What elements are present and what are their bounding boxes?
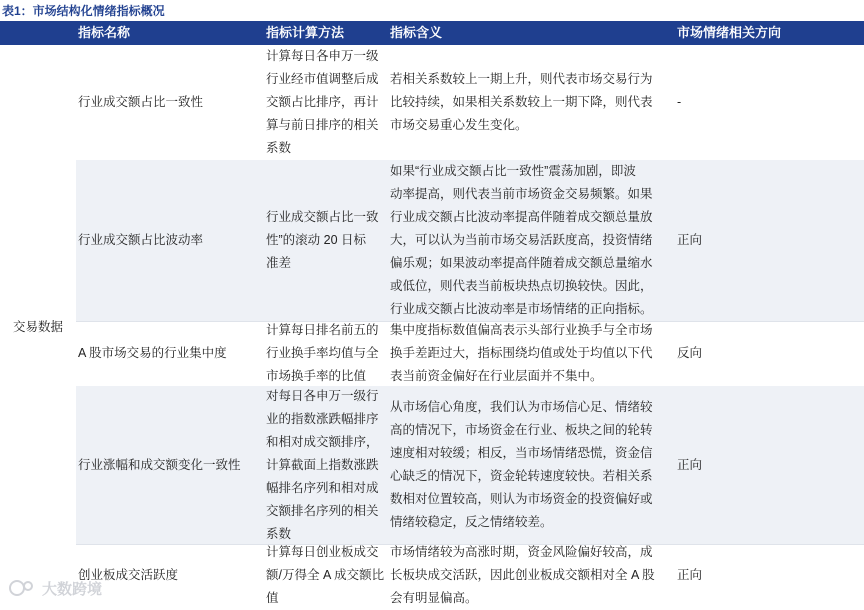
calc-method — [266, 386, 388, 544]
indicator-name — [78, 321, 258, 386]
indicator-meaning-lines — [390, 68, 653, 137]
sentiment-direction — [677, 45, 797, 160]
text-line: 额/万得全 A 成交额比 — [266, 567, 385, 582]
text-line: 计算每日排名前五的 — [266, 323, 379, 337]
indicator-name — [78, 386, 258, 544]
text-line: 业的指数涨跌幅排序 — [266, 411, 379, 426]
text-line: 计算每日创业板成交 — [266, 544, 379, 559]
indicator-meaning — [390, 544, 670, 606]
header-calc-method: 指标计算方法 — [266, 25, 345, 40]
text-line: 大，可以认为当前市场交易活跃度高，投资情绪 — [390, 233, 653, 247]
text-line: 若相关系数较上一期上升，则代表市场交易行为 — [390, 72, 653, 86]
table-row — [0, 544, 864, 606]
indicator-meaning — [390, 386, 670, 544]
header-sentiment-direction: 市场情绪相关方向 — [677, 25, 782, 40]
header-indicator-name: 指标名称 — [78, 25, 131, 40]
group-label-trading-data: 交易数据 — [12, 319, 63, 334]
table-row — [0, 45, 864, 160]
text-line: 性”的滚动 20 日标 — [266, 233, 367, 247]
text-line: 从市场信心角度，我们认为市场信心足、情绪较 — [390, 400, 653, 414]
text-line: 交额排名序列的相关 — [266, 503, 379, 518]
indicator-name — [78, 544, 258, 606]
text-line: 幅排名序列和相对成 — [266, 480, 379, 495]
text-line: 市场交易重心发生变化。 — [390, 118, 528, 132]
indicator-name-text: 行业成交额占比一致性 — [78, 95, 204, 109]
text-line: 算与前日排序的相关 — [266, 118, 379, 132]
calc-method — [266, 45, 388, 160]
sentiment-direction-text: - — [677, 95, 682, 109]
watermark — [8, 576, 102, 600]
text-line: 市场换手率的比值 — [266, 369, 367, 383]
calc-method-lines — [266, 206, 379, 275]
sentiment-direction-text: 反向 — [677, 346, 703, 360]
text-line: 集中度指标数值偏高表示头部行业换手与全市场 — [390, 323, 653, 337]
text-line: 行业经市值调整后成 — [266, 72, 379, 86]
watermark-text: 大数跨境 — [42, 580, 103, 598]
sentiment-direction — [677, 544, 797, 606]
header-meaning: 指标含义 — [390, 25, 443, 40]
table-header — [0, 21, 864, 45]
text-line: 系数 — [266, 141, 292, 155]
text-line: 计算截面上指数涨跌 — [266, 457, 379, 472]
calc-method-lines — [266, 319, 379, 388]
indicator-meaning-lines — [390, 319, 653, 388]
text-line: 心缺乏的情况下，资金轮转速度较快。若相关系 — [390, 469, 653, 483]
sentiment-direction — [677, 160, 797, 321]
text-line: 速度相对较缓；相反，当市场情绪恐慌，资金信 — [390, 446, 653, 460]
indicator-meaning — [390, 45, 670, 160]
text-line: 行业成交额占比波动率提高伴随着成交额总量放 — [390, 210, 653, 224]
indicator-meaning-lines — [390, 396, 653, 534]
indicator-name — [78, 45, 258, 160]
text-line: 偏乐观；如果波动率提高伴随着成交额总量缩水 — [390, 256, 653, 270]
sentiment-direction — [677, 321, 797, 386]
text-line: 换手差距过大，指标围绕均值或处于均值以下代 — [390, 346, 653, 360]
table-caption: 表1：市场结构化情绪指标概况 — [2, 4, 165, 18]
text-line: 市场情绪较为高涨时期，资金风险偏好较高，成 — [390, 544, 653, 559]
indicator-meaning — [390, 321, 670, 386]
text-line: 和相对成交额排序， — [266, 434, 379, 449]
text-line: 情绪较稳定，反之情绪较差。 — [390, 515, 553, 529]
indicator-meaning — [390, 160, 670, 321]
sentiment-direction-text: 正向 — [677, 457, 703, 472]
text-line: 如果“行业成交额占比一致性”震荡加剧，即波 — [390, 164, 636, 178]
indicator-name — [78, 160, 258, 321]
sentiment-direction — [677, 386, 797, 544]
calc-method — [266, 160, 388, 321]
text-line: 值 — [266, 590, 279, 605]
text-line: 准差 — [266, 256, 292, 270]
text-line: 比较持续，如果相关系数较上一期下降，则代表 — [390, 95, 653, 109]
calc-method — [266, 321, 388, 386]
text-line: 数相对位置较高，则认为市场资金的投资偏好或 — [390, 492, 653, 506]
table-row — [0, 386, 864, 544]
text-line: 计算每日各申万一级 — [266, 49, 379, 63]
text-line: 行业成交额占比一致 — [266, 210, 379, 224]
indicator-name-text: 行业涨幅和成交额变化一致性 — [78, 457, 241, 472]
text-line: 行业成交额占比波动率是市场情绪的正向指标。 — [390, 302, 653, 316]
sentiment-direction-text: 正向 — [677, 567, 703, 582]
calc-method-lines — [266, 541, 384, 610]
text-line: 会有明显偏高。 — [390, 590, 478, 605]
text-line: 表当前资金偏好在行业层面并不集中。 — [390, 369, 603, 383]
text-line: 交额占比排序，再计 — [266, 95, 379, 109]
text-line: 动率提高，则代表当前市场资金交易频繁。如果 — [390, 187, 653, 201]
text-line: 系数 — [266, 526, 292, 541]
table-row — [0, 160, 864, 321]
text-line: 长板块成交活跃，因此创业板成交额相对全 A 股 — [390, 567, 655, 582]
calc-method — [266, 544, 388, 606]
watermark-logo-icon — [8, 579, 38, 597]
text-line: 对每日各申万一级行 — [266, 388, 379, 403]
indicator-name-text: A 股市场交易的行业集中度 — [78, 346, 227, 360]
calc-method-lines — [266, 385, 379, 546]
indicator-name-text: 行业成交额占比波动率 — [78, 233, 204, 247]
indicator-name-text: 创业板成交活跃度 — [78, 567, 179, 582]
table-row — [0, 321, 864, 386]
indicator-meaning-lines — [390, 160, 653, 321]
indicator-meaning-lines — [390, 541, 655, 610]
text-line: 或低位，则代表当前板块热点切换较快。因此， — [390, 279, 653, 293]
text-line: 行业换手率均值与全 — [266, 346, 379, 360]
calc-method-lines — [266, 45, 379, 160]
sentiment-direction-text: 正向 — [677, 233, 703, 247]
text-line: 高的情况下，市场资金在行业、板块之间的轮转 — [390, 423, 653, 437]
